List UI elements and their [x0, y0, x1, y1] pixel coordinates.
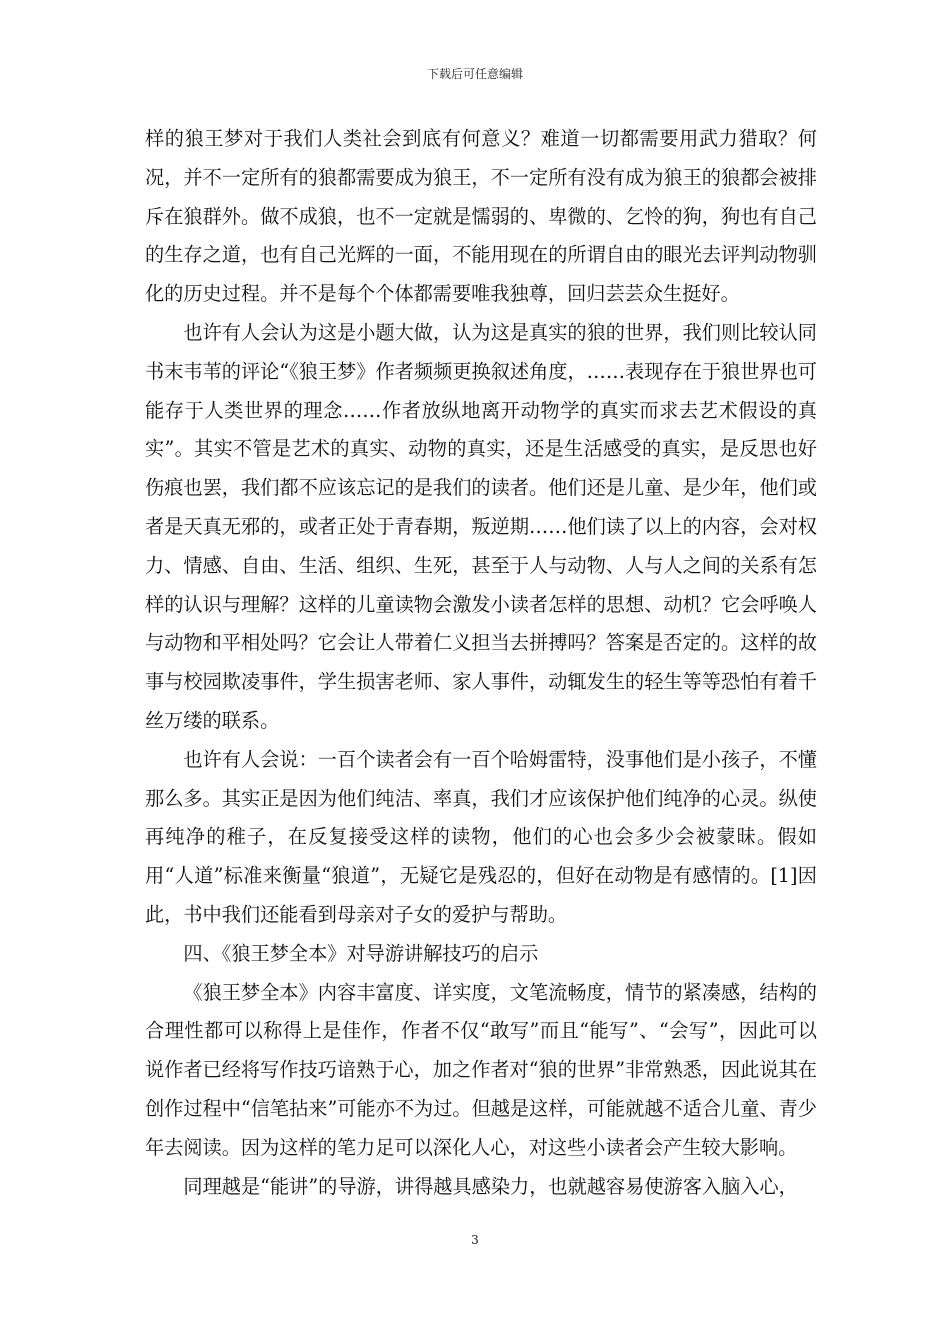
page-header: 下载后可任意编辑 — [426, 67, 523, 81]
paragraph-2: 也许有人会认为这是小题大做，认为这是真实的狼的世界，我们则比较认同书末韦苇的评论“《狼王梦》作者频频更换叙述角度，……表现存在于狼世界也可能存于人类世界的理念……作者放纵地离开动物学的真实而求去艺术假设的真实”。其实不管是艺术的真实、动物的真实，还是生活感受的真实，是反思也好伤痕也罢，我们都不应该忘记的是我们的读者。他们还是儿童、是少年，他们或者是天真无邪的，或者正处于青春期，叛逆期……他们读了以上的内容，会对权力、情感、自由、生活、组织、生死，甚至于人与动物、人与人之间的关系有怎样的认识与理解？这样的儿童读物会激发小读者怎样的思想、动机？它会呼唤人与动物和平相处吗？它会让人带着仁义担当去拼搏吗？答案是否定的。这样的故事与校园欺凌事件，学生损害老师、家人事件，动辄发生的轻生等等恐怕有着千丝万缕的联系。 — [145, 320, 817, 732]
paragraph-3: 也许有人会说：一百个读者会有一百个哈姆雷特，没事他们是小孩子，不懂那么多。其实正是因为他们纯洁、率真，我们才应该保护他们纯净的心灵。纵使再纯净的稚子，在反复接受这样的读物，他们的心也会多少会被蒙昧。假如用“人道”标准来衡量“狼道”，无疑它是残忍的，但好在动物是有感情的。[1]因此，书中我们还能看到母亲对子女的爱护与帮助。 — [145, 747, 817, 926]
paragraph-5: 同理越是“能讲”的导游，讲得越具感染力，也就越容易使游客入脑入心， — [183, 1174, 798, 1198]
page-number: 3 — [471, 1233, 479, 1247]
section-heading: 四、《狼王梦全本》对导游讲解技巧的启示 — [183, 941, 539, 965]
paragraph-4: 《狼王梦全本》内容丰富度、详实度，文笔流畅度，情节的紧凑感，结构的合理性都可以称得上是佳作，作者不仅“敢写”而且“能写”、“会写”，因此可以说作者已经将写作技巧谙熟于心，加之作者对“狼的世界”非常熟悉，因此说其在创作过程中“信笔拈来”可能亦不为过。但越是这样，可能就越不适合儿童、青少年去阅读。因为这样的笔力足可以深化人心，对这些小读者会产生较大影响。 — [145, 980, 817, 1159]
paragraph-1: 样的狼王梦对于我们人类社会到底有何意义？难道一切都需要用武力猎取？何况，并不一定所有的狼都需要成为狼王，不一定所有没有成为狼王的狼都会被排斥在狼群外。做不成狼，也不一定就是懦弱的、卑微的、乞怜的狗，狗也有自己的生存之道，也有自己光辉的一面，不能用现在的所谓自由的眼光去评判动物驯化的历史过程。并不是每个个体都需要唯我独尊，回归芸芸众生挺好。 — [145, 127, 817, 306]
document-body — [145, 120, 817, 1206]
